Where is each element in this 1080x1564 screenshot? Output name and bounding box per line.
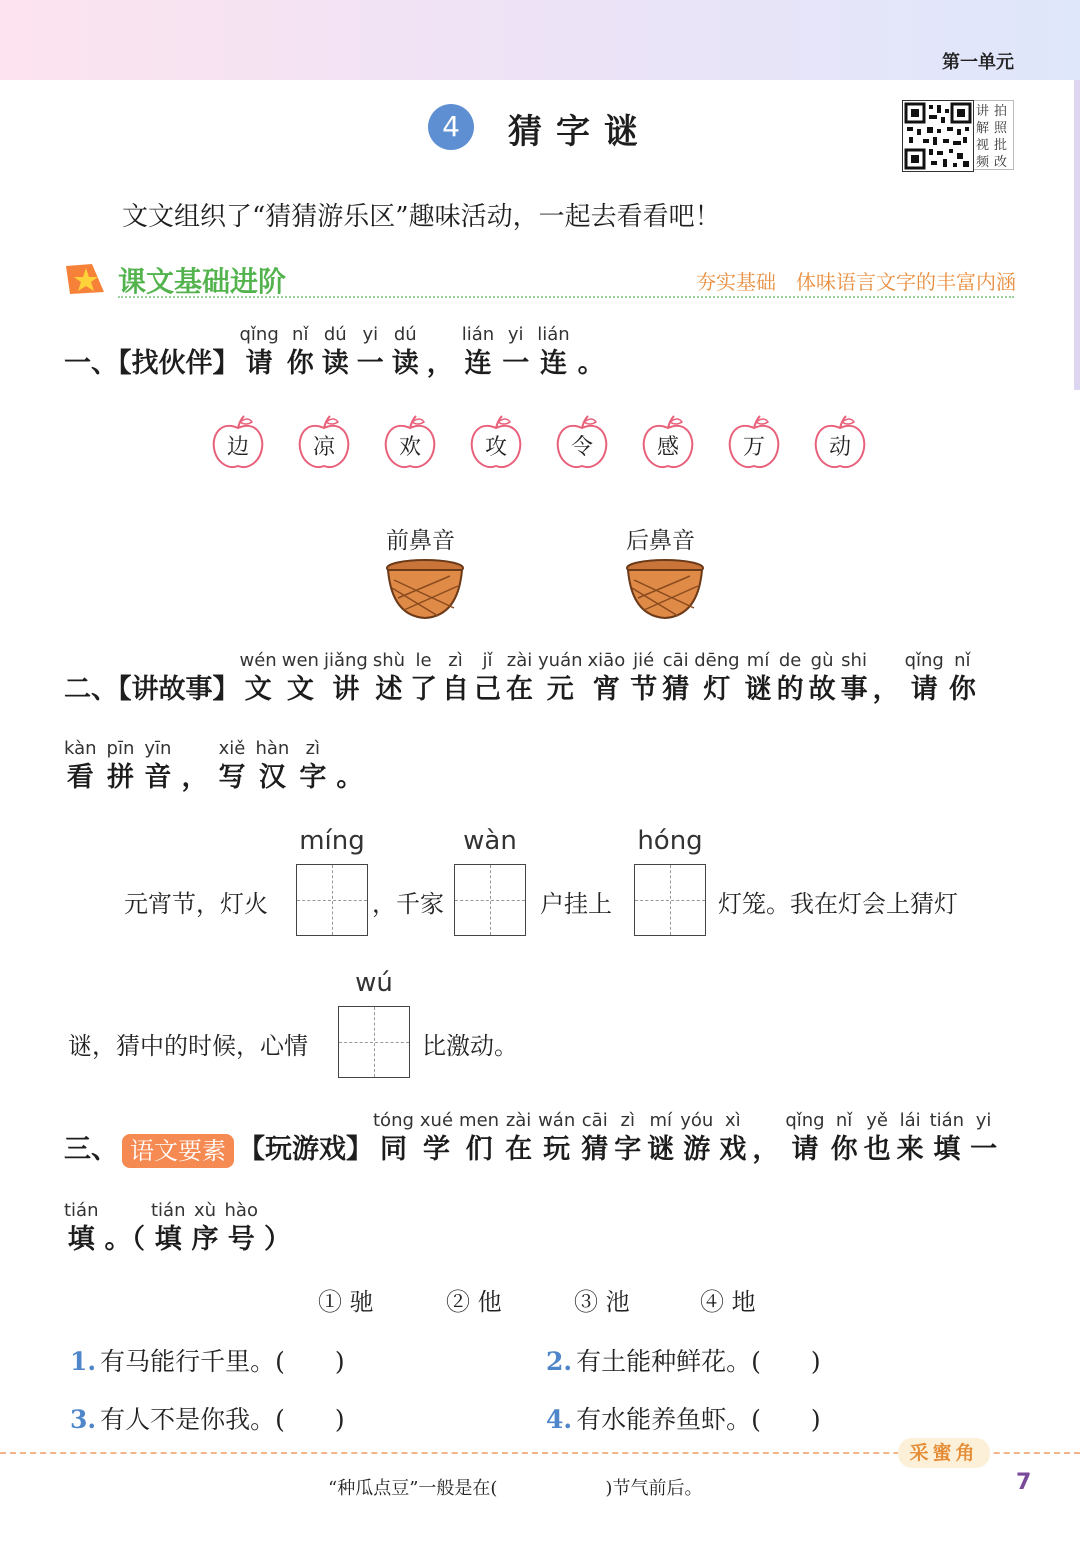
pinyin: zì — [620, 1110, 635, 1131]
riddle-4[interactable]: 4. 有水能养鱼虾。( ) — [546, 1405, 821, 1434]
pinyin: tián — [929, 1110, 965, 1131]
hanzi: 字 — [299, 762, 327, 793]
ruby-char — [462, 324, 494, 382]
ruby-char — [299, 738, 326, 796]
ruby-char — [255, 738, 289, 796]
ruby-char — [873, 650, 900, 708]
ruby-char — [506, 650, 533, 708]
q3-bracket: 【玩游戏】 — [238, 1134, 373, 1165]
hanzi: 们 — [465, 1134, 493, 1165]
pinyin: qǐng — [239, 324, 279, 345]
ruby-char — [64, 1200, 99, 1258]
ruby-char — [442, 650, 469, 708]
pinyin: xué — [419, 1110, 454, 1131]
pinyin: zì — [448, 650, 463, 671]
pinyin: tóng — [373, 1110, 414, 1131]
pinyin: tián — [151, 1200, 186, 1221]
ruby-char — [680, 1110, 713, 1168]
pinyin: zì — [305, 738, 321, 759]
ruby-char — [777, 650, 804, 708]
hanzi: 一 — [970, 1134, 998, 1165]
pinyin: hàn — [255, 738, 290, 759]
blank-pinyin-2: wàn — [463, 826, 517, 856]
hanzi: 请 — [245, 348, 273, 379]
ruby-char — [578, 324, 605, 382]
basket-icon-front[interactable] — [384, 558, 466, 620]
writing-box-4[interactable] — [338, 1006, 410, 1078]
hanzi: 来 — [896, 1134, 924, 1165]
hanzi: 宵 — [592, 674, 620, 705]
pinyin: yóu — [680, 1110, 714, 1131]
hanzi: 灯 — [703, 674, 731, 705]
ruby-char — [930, 1110, 965, 1168]
ruby-char — [64, 738, 97, 796]
hanzi: 述 — [375, 674, 403, 705]
pinyin: cāi — [662, 650, 689, 671]
hanzi: 故 — [808, 674, 836, 705]
hanzi: 序 — [191, 1224, 219, 1255]
blank-pinyin-3: hóng — [637, 826, 703, 856]
ruby-char — [392, 324, 419, 382]
pinyin: xì — [725, 1110, 741, 1131]
pinyin: lián — [461, 324, 495, 345]
q2-text-c: 户挂上 — [540, 890, 612, 918]
ruby-char — [537, 324, 569, 382]
apple-card[interactable] — [726, 414, 782, 470]
ruby-char — [662, 650, 689, 708]
q2-text-e: 谜，猜中的时候，心情 — [68, 1032, 308, 1060]
element-badge: 语文要素 — [122, 1134, 234, 1168]
hanzi: 请 — [910, 674, 938, 705]
hanzi: 己 — [474, 674, 502, 705]
unit-label: 第一单元 — [942, 52, 1014, 73]
lesson-number-badge: 4 — [428, 104, 474, 150]
pinyin: cāi — [581, 1110, 608, 1131]
hanzi: ， — [752, 1134, 780, 1165]
pinyin: xiě — [218, 738, 246, 759]
blank-pinyin-4: wú — [355, 968, 393, 998]
q2-line-2 — [64, 738, 363, 796]
q1-ruby-text — [240, 324, 605, 382]
pinyin: wén — [239, 650, 277, 671]
hanzi: ， — [181, 762, 209, 793]
ruby-char — [630, 650, 657, 708]
ruby-char — [322, 324, 349, 382]
hanzi: 连 — [539, 348, 567, 379]
apple-card[interactable] — [468, 414, 524, 470]
hanzi: 事 — [840, 674, 868, 705]
ruby-char — [410, 650, 437, 708]
hanzi: 猜 — [581, 1134, 609, 1165]
pinyin: mí — [746, 650, 770, 671]
ruby-char — [282, 650, 319, 708]
pinyin: yīn — [144, 738, 172, 759]
hanzi: 你 — [286, 348, 314, 379]
option-1: ① 驰 — [318, 1288, 374, 1316]
hanzi: 读 — [391, 348, 419, 379]
ruby-char — [785, 1110, 824, 1168]
qr-code-icon[interactable] — [902, 100, 974, 172]
pinyin: jié — [633, 650, 655, 671]
apple-card[interactable] — [210, 414, 266, 470]
hanzi: 文 — [286, 674, 314, 705]
ruby-char — [502, 324, 529, 382]
hanzi: 你 — [830, 1134, 858, 1165]
ruby-char — [809, 650, 836, 708]
hanzi: 在 — [505, 1134, 533, 1165]
pinyin: wán — [538, 1110, 576, 1131]
writing-box-3[interactable] — [634, 864, 706, 936]
q1-prefix: 一、【找伙伴】 — [64, 348, 240, 379]
pinyin: de — [778, 650, 802, 671]
ruby-char — [614, 1110, 641, 1168]
pinyin: tián — [64, 1200, 99, 1221]
hanzi: 填 — [154, 1224, 182, 1255]
pinyin: dēng — [694, 650, 740, 671]
hanzi: 一 — [356, 348, 384, 379]
hanzi: 讲 — [332, 674, 360, 705]
ruby-char — [647, 1110, 674, 1168]
ruby-char — [474, 650, 501, 708]
intro-text: 文文组织了“猜猜游乐区”趣味活动，一起去看看吧！ — [122, 202, 721, 232]
pinyin: shù — [372, 650, 406, 671]
hanzi: 。 — [336, 762, 364, 793]
hanzi: 请 — [791, 1134, 819, 1165]
ruby-char — [287, 324, 314, 382]
ruby-char — [225, 1200, 258, 1258]
apple-char: 感 — [656, 435, 679, 460]
pinyin: zài — [506, 650, 533, 671]
ruby-char — [144, 738, 171, 796]
apple-card[interactable] — [812, 414, 868, 470]
ruby-char — [459, 1110, 499, 1168]
apple-char: 欢 — [398, 435, 421, 460]
pinyin: yi — [507, 324, 524, 345]
ruby-char — [831, 1110, 858, 1168]
ruby-char — [694, 650, 739, 708]
apple-char: 令 — [570, 435, 593, 460]
pinyin: wen — [281, 650, 319, 671]
hanzi: 汉 — [258, 762, 286, 793]
pinyin: mí — [649, 1110, 673, 1131]
hanzi: 填 — [67, 1224, 95, 1255]
honey-corner-label: 采蜜角 — [898, 1438, 990, 1468]
hanzi: 文 — [244, 674, 272, 705]
ruby-char — [240, 650, 277, 708]
pinyin: qǐng — [785, 1110, 825, 1131]
hanzi: 拼 — [106, 762, 134, 793]
hanzi: 了 — [410, 674, 438, 705]
header-band — [0, 0, 1080, 80]
hanzi: 节 — [630, 674, 658, 705]
q2-prefix: 二、【讲故事】 — [64, 674, 240, 705]
pinyin: nǐ — [835, 1110, 853, 1131]
ruby-char — [905, 650, 944, 708]
riddle-3[interactable]: 3. 有人不是你我。( ) — [70, 1405, 345, 1434]
hanzi: 。 — [577, 348, 605, 379]
hanzi: ， — [426, 348, 454, 379]
pinyin: yě — [866, 1110, 888, 1131]
q2-text-b: ，千家 — [372, 890, 444, 918]
hanzi: 自 — [442, 674, 470, 705]
q3-ruby-text-1 — [373, 1110, 997, 1168]
pinyin: xù — [193, 1200, 217, 1221]
hanzi: 在 — [506, 674, 534, 705]
ruby-char — [505, 1110, 532, 1168]
q3-ruby-text-2 — [64, 1200, 291, 1258]
q3-line-1 — [64, 1110, 997, 1168]
ruby-char — [538, 1110, 575, 1168]
ruby-char — [336, 738, 363, 796]
hanzi: 写 — [218, 762, 246, 793]
blank-pinyin-1: míng — [299, 826, 365, 856]
ruby-char — [151, 1200, 186, 1258]
pinyin: men — [459, 1110, 500, 1131]
hanzi: 读 — [321, 348, 349, 379]
hanzi: 字 — [614, 1134, 642, 1165]
option-3: ③ 池 — [574, 1288, 630, 1316]
pinyin: hào — [224, 1200, 258, 1221]
q2-text-f: 比激动。 — [422, 1032, 518, 1060]
hanzi: 谜 — [647, 1134, 675, 1165]
q3-line-2 — [64, 1200, 291, 1258]
ruby-char — [373, 1110, 414, 1168]
ruby-char — [107, 738, 135, 796]
pinyin: kàn — [64, 738, 97, 759]
pinyin: yi — [362, 324, 379, 345]
q2-ruby-text-1 — [240, 650, 976, 708]
hanzi: 你 — [948, 674, 976, 705]
hanzi: 谜 — [744, 674, 772, 705]
footer-question: “种瓜点豆”一般是在( )节气前后。 — [328, 1478, 703, 1499]
q2-line-1 — [64, 650, 976, 708]
pinyin: jǐ — [482, 650, 493, 671]
pinyin: le — [415, 650, 432, 671]
side-strip — [1074, 80, 1080, 390]
ruby-char — [240, 324, 279, 382]
ruby-char — [897, 1110, 924, 1168]
q3-prefix: 三、 — [64, 1134, 118, 1165]
apple-card[interactable] — [382, 414, 438, 470]
pinyin: dú — [323, 324, 347, 345]
hanzi: 填 — [933, 1134, 961, 1165]
ruby-char — [192, 1200, 219, 1258]
ruby-char — [538, 650, 583, 708]
hanzi: 。（ — [104, 1224, 145, 1255]
ruby-char — [357, 324, 384, 382]
apple-char: 攻 — [484, 435, 507, 460]
pinyin: nǐ — [954, 650, 971, 671]
lesson-title: 猜字谜 — [508, 112, 652, 152]
pinyin: jiǎng — [323, 650, 368, 671]
ruby-char — [264, 1200, 291, 1258]
hanzi: 同 — [379, 1134, 407, 1165]
writing-box-2[interactable] — [454, 864, 526, 936]
hanzi: 学 — [422, 1134, 450, 1165]
pinyin: lái — [899, 1110, 921, 1131]
ruby-char — [970, 1110, 997, 1168]
pinyin: pīn — [106, 738, 135, 759]
hanzi: 连 — [464, 348, 492, 379]
q2-ruby-text-2 — [64, 738, 363, 796]
hanzi: ） — [263, 1224, 291, 1255]
section-tagline: 夯实基础 体味语言文字的丰富内涵 — [696, 270, 1016, 294]
pinyin: yuán — [538, 650, 583, 671]
qr-service-labels: 讲 拍 解 照 视 批 频 改 — [974, 100, 1014, 170]
riddle-2[interactable]: 2. 有土能种鲜花。( ) — [546, 1347, 821, 1376]
ruby-char — [588, 650, 626, 708]
pinyin: qǐng — [904, 650, 944, 671]
ruby-char — [427, 324, 454, 382]
ruby-char — [420, 1110, 453, 1168]
apple-char: 凉 — [312, 435, 335, 460]
ruby-char — [373, 650, 405, 708]
ruby-char — [864, 1110, 891, 1168]
writing-box-1[interactable] — [296, 864, 368, 936]
basket-icon-back[interactable] — [624, 558, 706, 620]
basket-label-front: 前鼻音 — [386, 528, 455, 554]
pinyin: nǐ — [292, 324, 309, 345]
pinyin: lián — [537, 324, 570, 345]
ruby-char — [949, 650, 976, 708]
q2-text-d: 灯笼。我在灯会上猜灯 — [718, 890, 958, 918]
ruby-char — [581, 1110, 608, 1168]
hanzi: 游 — [683, 1134, 711, 1165]
riddle-1[interactable]: 1. 有马能行千里。( ) — [70, 1347, 345, 1376]
option-2: ② 他 — [446, 1288, 502, 1316]
hanzi: 号 — [227, 1224, 255, 1255]
pinyin: dú — [393, 324, 417, 345]
pinyin: xiāo — [587, 650, 626, 671]
pinyin: shi — [841, 650, 867, 671]
ruby-char — [105, 1200, 146, 1258]
option-4: ④ 地 — [700, 1288, 756, 1316]
hanzi: 戏 — [719, 1134, 747, 1165]
hanzi: 玩 — [543, 1134, 571, 1165]
apple-card[interactable] — [640, 414, 696, 470]
ruby-char — [181, 738, 208, 796]
apple-char: 边 — [226, 435, 249, 460]
pinyin: gù — [810, 650, 834, 671]
hanzi: ， — [872, 674, 900, 705]
section-heading: 课文基础进阶 — [118, 265, 287, 298]
basket-label-back: 后鼻音 — [626, 528, 695, 554]
hanzi: 元 — [546, 674, 574, 705]
q2-text-a: 元宵节，灯火 — [124, 890, 268, 918]
hanzi: 猜 — [662, 674, 690, 705]
hanzi: 一 — [502, 348, 530, 379]
apple-card[interactable] — [554, 414, 610, 470]
ruby-char — [324, 650, 368, 708]
ruby-char — [841, 650, 868, 708]
pinyin: yi — [975, 1110, 992, 1131]
ruby-char — [752, 1110, 779, 1168]
q1-line — [64, 324, 605, 382]
apple-char: 动 — [828, 435, 851, 460]
ruby-char — [745, 650, 772, 708]
page-number: 7 — [1016, 1470, 1032, 1495]
hanzi: 也 — [863, 1134, 891, 1165]
hanzi: 的 — [776, 674, 804, 705]
hanzi: 音 — [144, 762, 172, 793]
ruby-char — [218, 738, 245, 796]
apple-char: 万 — [742, 435, 765, 460]
apple-card[interactable] — [296, 414, 352, 470]
star-icon — [64, 262, 106, 296]
ruby-char — [719, 1110, 746, 1168]
hanzi: 看 — [66, 762, 94, 793]
section-divider — [118, 296, 1014, 298]
pinyin: zài — [505, 1110, 532, 1131]
